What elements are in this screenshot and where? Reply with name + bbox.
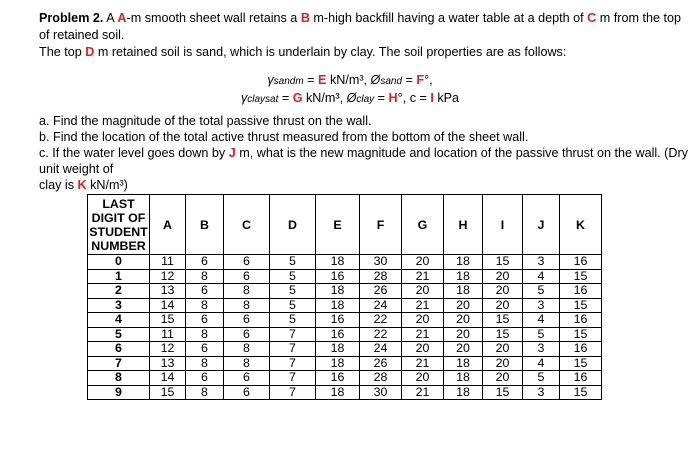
question-text: m, what is the new magnitude and location of the passive thrust on the wall. (Dry unit weight of (39, 146, 688, 176)
table-cell: 5 (270, 284, 316, 299)
table-cell: 30 (360, 255, 402, 270)
question-text: kN/m³) (86, 178, 128, 192)
phi-symbol: Ø (370, 73, 381, 87)
table-cell: 15 (560, 269, 602, 284)
row-digit-cell: 3 (88, 298, 150, 313)
table-cell: 4 (523, 356, 560, 371)
table-cell: 15 (483, 255, 523, 270)
table-cell: 16 (560, 284, 602, 299)
table-cell: 18 (316, 385, 360, 400)
table-cell: 16 (560, 371, 602, 386)
table-cell: 20 (444, 327, 483, 342)
table-cell: 20 (483, 298, 523, 313)
table-cell: 18 (444, 255, 483, 270)
header-col-c: C (224, 195, 270, 255)
table-cell: 20 (402, 342, 444, 357)
row-digit-cell: 2 (88, 284, 150, 299)
table-row (88, 313, 602, 328)
header-col-b: B (186, 195, 224, 255)
table-cell: 22 (360, 327, 402, 342)
table-cell: 18 (316, 342, 360, 357)
table-cell: 16 (560, 342, 602, 357)
table-cell: 16 (316, 269, 360, 284)
clay-properties-line (0, 90, 700, 108)
table-row (88, 269, 602, 284)
table-cell: 3 (523, 385, 560, 400)
table-cell: 4 (523, 313, 560, 328)
problem-line-1 (39, 10, 689, 44)
table-cell: 15 (560, 327, 602, 342)
table-cell: 15 (150, 385, 186, 400)
table-cell: 15 (483, 327, 523, 342)
table-cell: 20 (402, 255, 444, 270)
table-cell: 21 (402, 269, 444, 284)
gamma-symbol: γ (240, 91, 248, 105)
table-cell: 8 (186, 298, 224, 313)
question-b: b. Find the location of the total active thrust measured from the bottom of the sheet wall. (39, 130, 529, 144)
header-col-g: G (402, 195, 444, 255)
table-cell: 7 (270, 371, 316, 386)
variable-k: K (77, 178, 87, 192)
problem-statement (39, 10, 689, 61)
table-cell: 20 (402, 284, 444, 299)
table-cell: 18 (444, 269, 483, 284)
row-digit-cell: 1 (88, 269, 150, 284)
header-col-e: E (316, 195, 360, 255)
question-a: a. Find the magnitude of the total passive thrust on the wall. (39, 114, 372, 128)
row-digit-cell: 8 (88, 371, 150, 386)
table-cell: 6 (186, 255, 224, 270)
table-cell: 8 (186, 385, 224, 400)
equals: = (402, 73, 417, 87)
table-cell: 15 (483, 313, 523, 328)
table-cell: 15 (560, 356, 602, 371)
table-cell: 20 (402, 313, 444, 328)
table-row (88, 284, 602, 299)
row-digit-cell: 6 (88, 342, 150, 357)
table-cell: 5 (523, 371, 560, 386)
header-col-f: F (360, 195, 402, 255)
table-cell: 13 (150, 284, 186, 299)
table-cell: 15 (560, 298, 602, 313)
phi-symbol: Ø (346, 91, 357, 105)
table-cell: 16 (316, 313, 360, 328)
table-cell: 11 (150, 327, 186, 342)
variable-f: F (416, 73, 425, 87)
table-cell: 24 (360, 342, 402, 357)
subscript: claysat (247, 94, 279, 105)
table-cell: 12 (150, 269, 186, 284)
row-digit-cell: 0 (88, 255, 150, 270)
table-cell: 5 (270, 298, 316, 313)
problem-text: m from the top of retained soil. (39, 11, 681, 42)
table-row (88, 255, 602, 270)
table-cell: 21 (402, 385, 444, 400)
unit-text: °, c = (397, 91, 431, 105)
table-cell: 4 (523, 269, 560, 284)
row-digit-cell: 5 (88, 327, 150, 342)
student-values-table (87, 194, 602, 400)
table-cell: 15 (150, 313, 186, 328)
variable-j: J (228, 146, 236, 160)
table-cell: 6 (186, 284, 224, 299)
table-cell: 18 (444, 371, 483, 386)
table-cell: 20 (483, 269, 523, 284)
variable-a: A (117, 11, 127, 25)
variable-b: B (300, 11, 310, 25)
table-cell: 6 (224, 371, 270, 386)
table-cell: 6 (224, 327, 270, 342)
subscript: sandm (273, 76, 304, 87)
unit-text: kN/m³, (326, 73, 371, 87)
variable-h: H (388, 91, 398, 105)
table-cell: 18 (316, 255, 360, 270)
table-cell: 8 (224, 298, 270, 313)
variable-g: G (292, 91, 303, 105)
table-cell: 3 (523, 298, 560, 313)
table-cell: 15 (483, 385, 523, 400)
table-cell: 5 (523, 284, 560, 299)
table-cell: 28 (360, 371, 402, 386)
table-cell: 20 (444, 342, 483, 357)
question-c (39, 145, 689, 177)
row-digit-cell: 4 (88, 313, 150, 328)
row-digit-cell: 7 (88, 356, 150, 371)
table-cell: 6 (224, 269, 270, 284)
table-row (88, 371, 602, 386)
question-text: clay is (39, 178, 78, 192)
table-cell: 30 (360, 385, 402, 400)
table-cell: 8 (224, 342, 270, 357)
header-col-i: I (483, 195, 523, 255)
table-cell: 7 (270, 356, 316, 371)
table-row (88, 356, 602, 371)
table-cell: 5 (270, 313, 316, 328)
table-cell: 20 (483, 356, 523, 371)
table-cell: 14 (150, 298, 186, 313)
table-cell: 20 (483, 342, 523, 357)
variable-i: I (430, 91, 434, 105)
table-cell: 18 (444, 385, 483, 400)
problem-text: m retained soil is sand, which is underlain by clay. The soil properties are as follows: (94, 45, 567, 59)
equals: = (374, 91, 389, 105)
header-line: DIGIT OF (91, 210, 146, 225)
table-row (88, 298, 602, 313)
table-cell: 21 (402, 356, 444, 371)
variable-e: E (318, 73, 327, 87)
table-cell: 18 (316, 284, 360, 299)
variable-d: D (85, 45, 95, 59)
table-cell: 6 (224, 313, 270, 328)
table-cell: 3 (523, 255, 560, 270)
header-col-a: A (150, 195, 186, 255)
table-cell: 20 (402, 371, 444, 386)
problem-line-2 (39, 44, 689, 61)
unit-text: °, (424, 73, 433, 87)
table-cell: 28 (360, 269, 402, 284)
table-cell: 20 (483, 371, 523, 386)
problem-text: m-high backfill having a water table at a depth of (309, 11, 588, 25)
table-cell: 20 (444, 298, 483, 313)
table-cell: 6 (224, 385, 270, 400)
table-cell: 20 (483, 284, 523, 299)
table-cell: 12 (150, 342, 186, 357)
header-line: LAST (102, 196, 135, 211)
table-row (88, 385, 602, 400)
header-col-h: H (444, 195, 483, 255)
table-cell: 20 (444, 313, 483, 328)
table-cell: 11 (150, 255, 186, 270)
table-cell: 8 (224, 284, 270, 299)
table-cell: 7 (270, 342, 316, 357)
table-cell: 15 (560, 385, 602, 400)
table-cell: 8 (224, 356, 270, 371)
sand-properties-line (0, 72, 700, 90)
table-cell: 16 (316, 327, 360, 342)
table-cell: 18 (444, 356, 483, 371)
table-cell: 6 (224, 255, 270, 270)
unit-text: kN/m³, (302, 91, 347, 105)
table-cell: 18 (316, 356, 360, 371)
table-cell: 21 (402, 298, 444, 313)
variable-c: C (587, 11, 597, 25)
soil-properties (0, 72, 700, 108)
header-col-k: K (560, 195, 602, 255)
gamma-symbol: γ (267, 73, 274, 87)
table-cell: 6 (186, 342, 224, 357)
row-digit-cell: 9 (88, 385, 150, 400)
table-cell: 13 (150, 356, 186, 371)
table-cell: 3 (523, 342, 560, 357)
table-cell: 5 (523, 327, 560, 342)
subscript: clay (356, 94, 375, 105)
table-cell: 21 (402, 327, 444, 342)
header-line: NUMBER (91, 238, 146, 253)
problem-text: -m smooth sheet wall retains a (126, 11, 301, 25)
table-row (88, 342, 602, 357)
table-cell: 5 (270, 269, 316, 284)
header-line: STUDENT (89, 224, 148, 239)
question-c-cont (39, 177, 689, 193)
table-cell: 6 (186, 313, 224, 328)
equals: = (278, 91, 293, 105)
table-cell: 5 (270, 255, 316, 270)
table-cell: 26 (360, 356, 402, 371)
table-cell: 7 (270, 385, 316, 400)
table-cell: 14 (150, 371, 186, 386)
table-cell: 24 (360, 298, 402, 313)
table-cell: 7 (270, 327, 316, 342)
header-col-d: D (270, 195, 316, 255)
problem-label: Problem 2. (39, 11, 104, 25)
questions (39, 113, 689, 193)
table-header-row (88, 195, 602, 255)
table-cell: 26 (360, 284, 402, 299)
table-cell: 8 (186, 269, 224, 284)
subscript: sand (380, 76, 403, 87)
table-row (88, 327, 602, 342)
table-cell: 16 (560, 255, 602, 270)
table-cell: 6 (186, 371, 224, 386)
question-text: c. If the water level goes down by (39, 146, 229, 160)
problem-text: The top (39, 45, 86, 59)
table-cell: 18 (444, 284, 483, 299)
table-cell: 22 (360, 313, 402, 328)
table-cell: 16 (560, 313, 602, 328)
table-cell: 18 (316, 298, 360, 313)
problem-text: A (103, 11, 118, 25)
equals: = (303, 73, 319, 87)
unit-text: kPa (433, 91, 460, 105)
header-col-j: J (523, 195, 560, 255)
table-cell: 16 (316, 371, 360, 386)
header-last-digit (88, 195, 150, 255)
table-cell: 8 (186, 327, 224, 342)
table-cell: 8 (186, 356, 224, 371)
